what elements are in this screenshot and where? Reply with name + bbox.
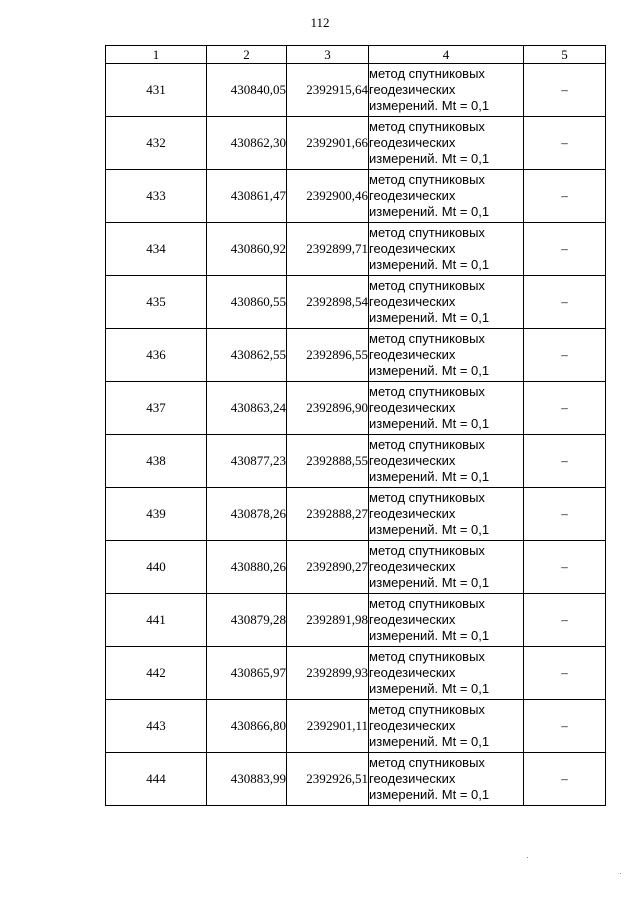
y-coordinate-cell: 2392888,55	[287, 435, 369, 488]
error-cell: –	[524, 276, 606, 329]
column-header: 4	[369, 46, 524, 64]
column-header: 3	[287, 46, 369, 64]
x-coordinate-cell: 430865,97	[207, 647, 287, 700]
error-cell: –	[524, 700, 606, 753]
point-number-cell: 444	[106, 753, 207, 806]
method-line: метод спутниковых	[369, 331, 485, 346]
method-line: геодезических	[369, 135, 456, 150]
table-row	[106, 223, 606, 276]
coordinates-table	[105, 45, 606, 806]
method-cell	[369, 594, 524, 647]
table-row	[106, 170, 606, 223]
table-row	[106, 700, 606, 753]
x-coordinate-cell: 430879,28	[207, 594, 287, 647]
y-coordinate-cell: 2392900,46	[287, 170, 369, 223]
y-coordinate-cell: 2392898,54	[287, 276, 369, 329]
point-number-cell: 437	[106, 382, 207, 435]
column-header: 2	[207, 46, 287, 64]
error-cell: –	[524, 647, 606, 700]
x-coordinate-cell: 430866,80	[207, 700, 287, 753]
method-line: измерений. Mt = 0,1	[369, 310, 490, 325]
method-line: измерений. Mt = 0,1	[369, 522, 490, 537]
table-row	[106, 64, 606, 117]
method-line: геодезических	[369, 188, 456, 203]
x-coordinate-cell: 430877,23	[207, 435, 287, 488]
method-cell	[369, 753, 524, 806]
table-row	[106, 594, 606, 647]
table-row	[106, 647, 606, 700]
method-line: измерений. Mt = 0,1	[369, 575, 490, 590]
method-line: измерений. Mt = 0,1	[369, 151, 490, 166]
column-header: 1	[106, 46, 207, 64]
error-cell: –	[524, 117, 606, 170]
method-line: геодезических	[369, 241, 456, 256]
point-number-cell: 433	[106, 170, 207, 223]
scan-speck	[620, 873, 621, 874]
method-cell	[369, 117, 524, 170]
error-cell: –	[524, 488, 606, 541]
table-header-row	[106, 46, 606, 64]
y-coordinate-cell: 2392899,93	[287, 647, 369, 700]
point-number-cell: 438	[106, 435, 207, 488]
error-cell: –	[524, 382, 606, 435]
method-line: геодезических	[369, 347, 456, 362]
method-line: геодезических	[369, 294, 456, 309]
method-line: измерений. Mt = 0,1	[369, 98, 490, 113]
method-line: метод спутниковых	[369, 649, 485, 664]
y-coordinate-cell: 2392896,55	[287, 329, 369, 382]
y-coordinate-cell: 2392901,11	[287, 700, 369, 753]
y-coordinate-cell: 2392896,90	[287, 382, 369, 435]
point-number-cell: 443	[106, 700, 207, 753]
y-coordinate-cell: 2392901,66	[287, 117, 369, 170]
method-line: метод спутниковых	[369, 702, 485, 717]
method-cell	[369, 700, 524, 753]
method-line: геодезических	[369, 559, 456, 574]
y-coordinate-cell: 2392926,51	[287, 753, 369, 806]
method-line: измерений. Mt = 0,1	[369, 363, 490, 378]
method-line: измерений. Mt = 0,1	[369, 628, 490, 643]
method-line: измерений. Mt = 0,1	[369, 469, 490, 484]
method-cell	[369, 223, 524, 276]
method-cell	[369, 647, 524, 700]
method-line: геодезических	[369, 506, 456, 521]
error-cell: –	[524, 594, 606, 647]
method-line: метод спутниковых	[369, 384, 485, 399]
method-cell	[369, 276, 524, 329]
method-line: измерений. Mt = 0,1	[369, 204, 490, 219]
error-cell: –	[524, 753, 606, 806]
error-cell: –	[524, 541, 606, 594]
method-cell	[369, 541, 524, 594]
method-cell	[369, 488, 524, 541]
error-cell: –	[524, 329, 606, 382]
point-number-cell: 441	[106, 594, 207, 647]
point-number-cell: 432	[106, 117, 207, 170]
error-cell: –	[524, 170, 606, 223]
method-line: метод спутниковых	[369, 278, 485, 293]
method-line: метод спутниковых	[369, 119, 485, 134]
method-cell	[369, 64, 524, 117]
method-cell	[369, 435, 524, 488]
x-coordinate-cell: 430840,05	[207, 64, 287, 117]
method-line: геодезических	[369, 612, 456, 627]
method-line: метод спутниковых	[369, 172, 485, 187]
method-cell	[369, 170, 524, 223]
method-line: метод спутниковых	[369, 596, 485, 611]
x-coordinate-cell: 430883,99	[207, 753, 287, 806]
method-line: измерений. Mt = 0,1	[369, 257, 490, 272]
table-row	[106, 276, 606, 329]
x-coordinate-cell: 430878,26	[207, 488, 287, 541]
x-coordinate-cell: 430862,55	[207, 329, 287, 382]
method-line: геодезических	[369, 718, 456, 733]
table-row	[106, 329, 606, 382]
table-row	[106, 117, 606, 170]
error-cell: –	[524, 435, 606, 488]
method-line: метод спутниковых	[369, 66, 485, 81]
method-line: метод спутниковых	[369, 437, 485, 452]
method-line: геодезических	[369, 82, 456, 97]
point-number-cell: 436	[106, 329, 207, 382]
x-coordinate-cell: 430862,30	[207, 117, 287, 170]
method-line: измерений. Mt = 0,1	[369, 734, 490, 749]
x-coordinate-cell: 430860,92	[207, 223, 287, 276]
y-coordinate-cell: 2392890,27	[287, 541, 369, 594]
method-line: метод спутниковых	[369, 755, 485, 770]
point-number-cell: 435	[106, 276, 207, 329]
column-header: 5	[524, 46, 606, 64]
method-line: геодезических	[369, 453, 456, 468]
method-line: измерений. Mt = 0,1	[369, 681, 490, 696]
method-cell	[369, 329, 524, 382]
method-line: геодезических	[369, 771, 456, 786]
x-coordinate-cell: 430863,24	[207, 382, 287, 435]
error-cell: –	[524, 223, 606, 276]
point-number-cell: 439	[106, 488, 207, 541]
method-line: измерений. Mt = 0,1	[369, 787, 490, 802]
method-line: геодезических	[369, 665, 456, 680]
y-coordinate-cell: 2392915,64	[287, 64, 369, 117]
page-number: 112	[310, 15, 330, 30]
table-row	[106, 753, 606, 806]
point-number-cell: 434	[106, 223, 207, 276]
y-coordinate-cell: 2392899,71	[287, 223, 369, 276]
method-line: геодезических	[369, 400, 456, 415]
x-coordinate-cell: 430880,26	[207, 541, 287, 594]
method-cell	[369, 382, 524, 435]
y-coordinate-cell: 2392891,98	[287, 594, 369, 647]
x-coordinate-cell: 430860,55	[207, 276, 287, 329]
x-coordinate-cell: 430861,47	[207, 170, 287, 223]
point-number-cell: 442	[106, 647, 207, 700]
point-number-cell: 431	[106, 64, 207, 117]
scan-speck	[527, 857, 528, 858]
y-coordinate-cell: 2392888,27	[287, 488, 369, 541]
table-row	[106, 382, 606, 435]
table-row	[106, 541, 606, 594]
table-row	[106, 435, 606, 488]
method-line: измерений. Mt = 0,1	[369, 416, 490, 431]
method-line: метод спутниковых	[369, 225, 485, 240]
table-row	[106, 488, 606, 541]
method-line: метод спутниковых	[369, 543, 485, 558]
error-cell: –	[524, 64, 606, 117]
method-line: метод спутниковых	[369, 490, 485, 505]
point-number-cell: 440	[106, 541, 207, 594]
